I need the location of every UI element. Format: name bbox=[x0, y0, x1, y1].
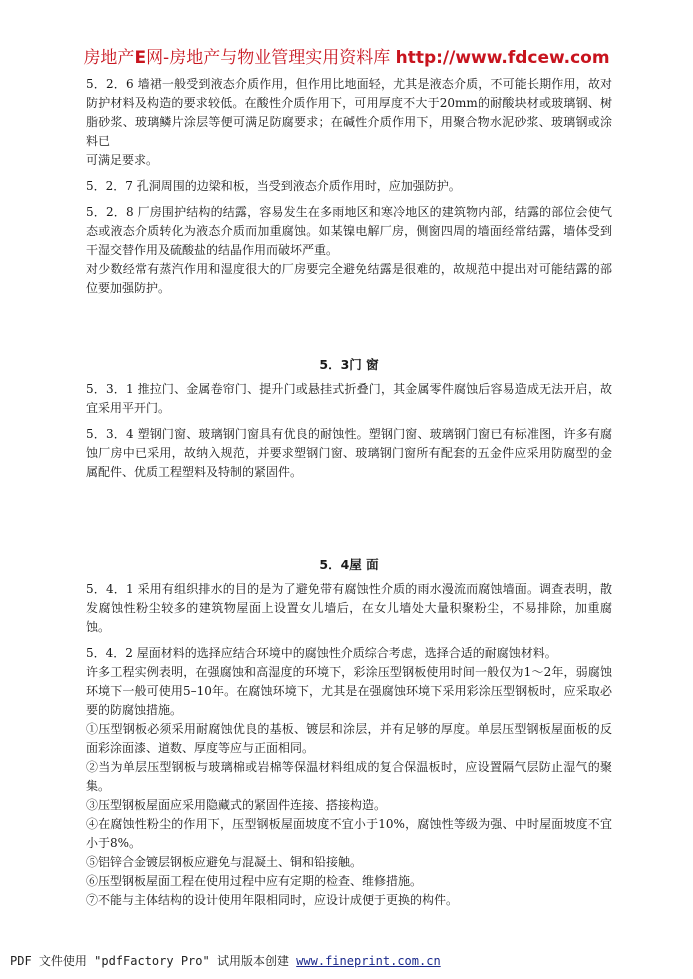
header-url-link[interactable]: http://www.fdcew.com bbox=[395, 48, 610, 68]
clause-5-3-4: 5．3．4 塑钢门窗、玻璃钢门窗具有优良的耐蚀性。塑钢门窗、玻璃钢门窗已有标准图，许多有腐蚀厂房中已采用，故纳入规范，并要求塑钢门窗、玻璃钢门窗所有配套的五金件应采用防腐型的金属配件、优质工程塑料及特制的紧固件。 bbox=[86, 427, 612, 479]
header-brand-letter: E bbox=[134, 48, 147, 68]
list-item: ⑤铝锌合金镀层钢板应避免与混凝土、铜和铅接触。 bbox=[86, 855, 363, 869]
clause-5-2-6-cont: 可满足要求。 bbox=[86, 153, 159, 167]
clause-5-2-8-cont: 对少数经常有蒸汽作用和湿度很大的厂房要完全避免结露是很难的，故规范中提出对可能结露的部位要加强防护。 bbox=[86, 262, 612, 295]
section-heading-5-4: 5．4屋 面 bbox=[319, 557, 379, 572]
list-item: ②当为单层压型钢板与玻璃棉或岩棉等保温材料组成的复合保温板时，应设置隔气层防止湿气的聚集。 bbox=[86, 760, 612, 793]
list-item: ④在腐蚀性粉尘的作用下，压型钢板屋面坡度不宜小于10%，腐蚀性等级为强、中时屋面坡度不宜小于8%。 bbox=[86, 817, 612, 850]
list-item: ③压型钢板屋面应采用隐藏式的紧固件连接、搭接构造。 bbox=[86, 798, 387, 812]
header-site-name: 房地产 bbox=[83, 48, 135, 68]
list-item: ①压型钢板必须采用耐腐蚀优良的基板、镀层和涂层，并有足够的厚度。单层压型钢板屋面板的反面彩涂面漆、道数、厚度等应与正面相同。 bbox=[86, 722, 612, 755]
list-item: ⑦不能与主体结构的设计使用年限相同时，应设计成便于更换的构件。 bbox=[86, 893, 459, 907]
section-heading-5-3: 5．3门 窗 bbox=[319, 357, 379, 372]
clause-5-2-6: 5．2．6 墙裙一般受到液态介质作用，但作用比地面轻，尤其是液态介质，不可能长期作用，故对防护材料及构造的要求较低。在酸性介质作用下，可用厚度不大于20mm的耐酸块材或玻璃钢、树脂砂浆、玻璃鳞片涂层等便可满足防腐要求；在碱性介质作用下，用聚合物水泥砂浆、玻璃钢或涂料已 bbox=[86, 77, 612, 148]
footer-link[interactable]: www.fineprint.com.cn bbox=[296, 954, 441, 968]
clause-5-4-2-detail: 许多工程实例表明，在强腐蚀和高湿度的环境下，彩涂压型钢板使用时间一般仅为1～2年，弱腐蚀环境下一般可使用5–10年。在腐蚀环境下，尤其是在强腐蚀环境下采用彩涂压型钢板时，应采取必要的防腐蚀措施。 bbox=[86, 665, 612, 717]
footer-text: PDF 文件使用 "pdfFactory Pro" 试用版本创建 bbox=[10, 954, 297, 968]
clause-5-2-8: 5．2．8 厂房围护结构的结露，容易发生在多雨地区和寒冷地区的建筑物内部，结露的部位会使气态或液态介质转化为液态介质而加重腐蚀。如某镍电解厂房，侧窗四周的墙面经常结露，墙体受到干湿交替作用及硫酸盐的结晶作用而破坏严重。 bbox=[86, 205, 612, 257]
clause-5-4-1: 5．4．1 采用有组织排水的目的是为了避免带有腐蚀性介质的雨水漫流而腐蚀墙面。调查表明，散发腐蚀性粉尘较多的建筑物屋面上设置女儿墙后，在女儿墙处大量积聚粉尘，不易排除，加重腐蚀。 bbox=[86, 582, 612, 634]
pdf-footer bbox=[10, 952, 441, 969]
document-body bbox=[86, 75, 612, 910]
clause-5-2-7: 5．2．7 孔洞周围的边梁和板，当受到液态介质作用时，应加强防护。 bbox=[86, 179, 461, 193]
site-header bbox=[0, 47, 693, 69]
clause-5-4-2: 5．4．2 屋面材料的选择应结合环境中的腐蚀性介质综合考虑，选择合适的耐腐蚀材料。 bbox=[86, 646, 557, 660]
header-tagline: 网-房地产与物业管理实用资料库 bbox=[146, 48, 396, 68]
list-item: ⑥压型钢板屋面工程在使用过程中应有定期的检查、维修措施。 bbox=[86, 874, 423, 888]
clause-5-3-1: 5．3．1 推拉门、金属卷帘门、提升门或悬挂式折叠门，其金属零件腐蚀后容易造成无法开启，故宜采用平开门。 bbox=[86, 382, 612, 415]
